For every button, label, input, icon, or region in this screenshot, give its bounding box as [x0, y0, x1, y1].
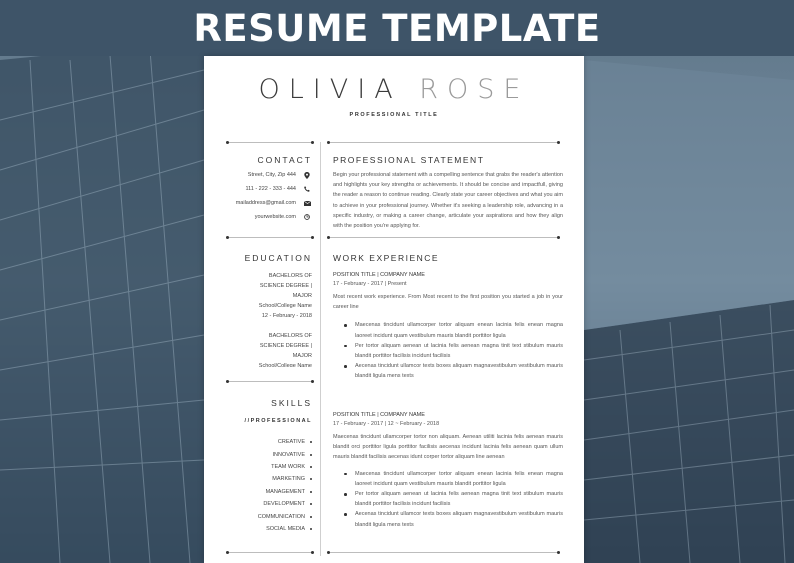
job-summary: Most recent work experience. From Most recent to the first position you started a job in your career line: [333, 294, 563, 311]
globe-icon: [302, 214, 312, 220]
divider: [329, 552, 559, 553]
experience-heading: WORK EXPERIENCE: [333, 253, 440, 263]
skills-list: [214, 436, 312, 535]
experience-section: [333, 253, 563, 263]
education-heading: EDUCATION: [244, 253, 312, 263]
education-entry: BACHELORS OF SCIENCE DEGREE | MAJOR School/College Name: [258, 333, 312, 367]
contact-list: [212, 168, 312, 224]
list-item: Per tortor aliquam aenean ut lacinia felis aenean magna tinit text stibulum mauris blandit porttitor facilisis incidunt facilisis: [333, 489, 563, 509]
list-item: Aecenas tincidunt ullamcor texts boxes aliquam magnavestibulum vestibulum mauris blandit ligula mens texts: [333, 509, 563, 529]
skill-item: SOCIAL MEDIA: [214, 523, 312, 535]
banner-title: RESUME TEMPLATE: [193, 6, 601, 50]
divider-dot: [226, 236, 229, 239]
bullet: [310, 441, 312, 443]
divider-dot: [557, 141, 560, 144]
contact-phone: 111 - 222 - 333 - 444: [212, 182, 312, 196]
divider-dot: [557, 551, 560, 554]
bullet: [310, 516, 312, 518]
job-dates: 17 - February - 2017 | 12 ~ February - 2018: [333, 421, 440, 427]
job-title: POSITION TITLE | COMPANY NAME: [333, 412, 425, 418]
education-heading-wrap: [224, 253, 312, 263]
skills-subheading: //PROFESSIONAL: [244, 418, 312, 424]
divider: [228, 237, 313, 238]
skill-item: CREATIVE: [214, 436, 312, 448]
statement-section: [333, 155, 563, 231]
header-banner: [0, 0, 794, 56]
divider-dot: [226, 141, 229, 144]
divider-dot: [327, 236, 330, 239]
phone-icon: [302, 186, 312, 192]
job-dates: 17 - February - 2017 | Present: [333, 281, 407, 287]
skill-item: DEVELOPMENT: [214, 498, 312, 510]
divider-dot: [226, 551, 229, 554]
skill-item: COMMUNICATION: [214, 510, 312, 522]
divider: [228, 142, 313, 143]
divider: [228, 381, 313, 382]
last-name: ROSE: [419, 74, 530, 105]
job-summary: Maecenas tincidunt ullamcorper tortor non aliquam. Aenean utiliti lacinia felis aenean mauris blandit orci porttitor ligula porttitor facilisis aecenas incidunt lacinia felis aenean quam ullum mauris blandit facilisis aecenas idunt corper tortor aliquam line aenean: [333, 434, 563, 461]
resume-page: [204, 56, 584, 563]
divider-dot: [311, 380, 314, 383]
job-title: POSITION TITLE | COMPANY NAME: [333, 272, 425, 278]
skills-sub-wrap: [224, 418, 312, 424]
skill-item: MANAGEMENT: [214, 486, 312, 498]
statement-heading: PROFESSIONAL STATEMENT: [333, 155, 485, 165]
job-bullets: [333, 320, 563, 381]
contact-email: mailaddress@gmail.com: [212, 196, 312, 210]
location-pin-icon: [302, 172, 312, 179]
skills-heading: SKILLS: [271, 398, 312, 408]
skill-item: INNOVATIVE: [214, 448, 312, 460]
contact-heading: CONTACT: [257, 155, 312, 165]
divider: [228, 552, 313, 553]
skill-item: MARKETING: [214, 473, 312, 485]
skills-heading-wrap: [224, 398, 312, 408]
job-entry: [333, 412, 563, 530]
education-list: [224, 271, 312, 367]
divider-dot: [311, 141, 314, 144]
contact-address: Street, City, Zip 444: [212, 168, 312, 182]
bullet: [310, 454, 312, 456]
contact-website: yourwebsite.com: [212, 210, 312, 224]
professional-title: PROFESSIONAL TITLE: [349, 112, 439, 118]
divider-dot: [311, 551, 314, 554]
divider: [329, 142, 559, 143]
list-item: Maecenas tincidunt ullamcorper tortor aliquam enean lacinia felis enean magna laoreet incidunt quam vestibulum mauris blandit porttitor ligula: [333, 320, 563, 340]
bullet: [310, 528, 312, 530]
resume-name: [204, 74, 584, 105]
bullet: [310, 466, 312, 468]
list-item: Per tortor aliquam aenean ut lacinia felis aenean magna tinit text stibulum mauris blandit porttitor facilisis incidunt facilisis: [333, 341, 563, 361]
divider-dot: [311, 236, 314, 239]
job-bullets: [333, 469, 563, 530]
column-divider: [320, 142, 321, 556]
skill-item: TEAM WORK: [214, 461, 312, 473]
contact-section: [224, 155, 312, 165]
divider-dot: [327, 141, 330, 144]
divider: [329, 237, 559, 238]
education-entry: BACHELORS OF SCIENCE DEGREE | MAJOR School/College Name 12 - February - 2018: [258, 273, 312, 319]
list-item: Aecenas tincidunt ullamcor texts boxes aliquam magnavestibulum vestibulum mauris blandit ligula mens texts: [333, 361, 563, 381]
divider-dot: [557, 236, 560, 239]
bullet: [310, 503, 312, 505]
bullet: [310, 491, 312, 493]
statement-text: Begin your professional statement with a compelling sentence that grabs the reader's attention and highlights your key strengths or achievements. It should be concise and impactfull, giving the reader a reason to continue reading. Clearly state your career objectives and what you aim to achieve in your professional journey. Whether it's seeking a leadership role, advancing in a specific industry, or making a career change, articulate your aspirations and how they align with the position you're applying for.: [333, 172, 563, 230]
job-entry: [333, 272, 563, 382]
list-item: Maecenas tincidunt ullamcorper tortor aliquam enean lacinia felis enean magna laoreet incidunt quam vestibulum mauris blandit porttitor ligula: [333, 469, 563, 489]
bullet: [310, 478, 312, 480]
first-name: OLIVIA: [258, 74, 402, 105]
divider-dot: [327, 551, 330, 554]
divider-dot: [226, 380, 229, 383]
email-icon: [302, 201, 312, 206]
